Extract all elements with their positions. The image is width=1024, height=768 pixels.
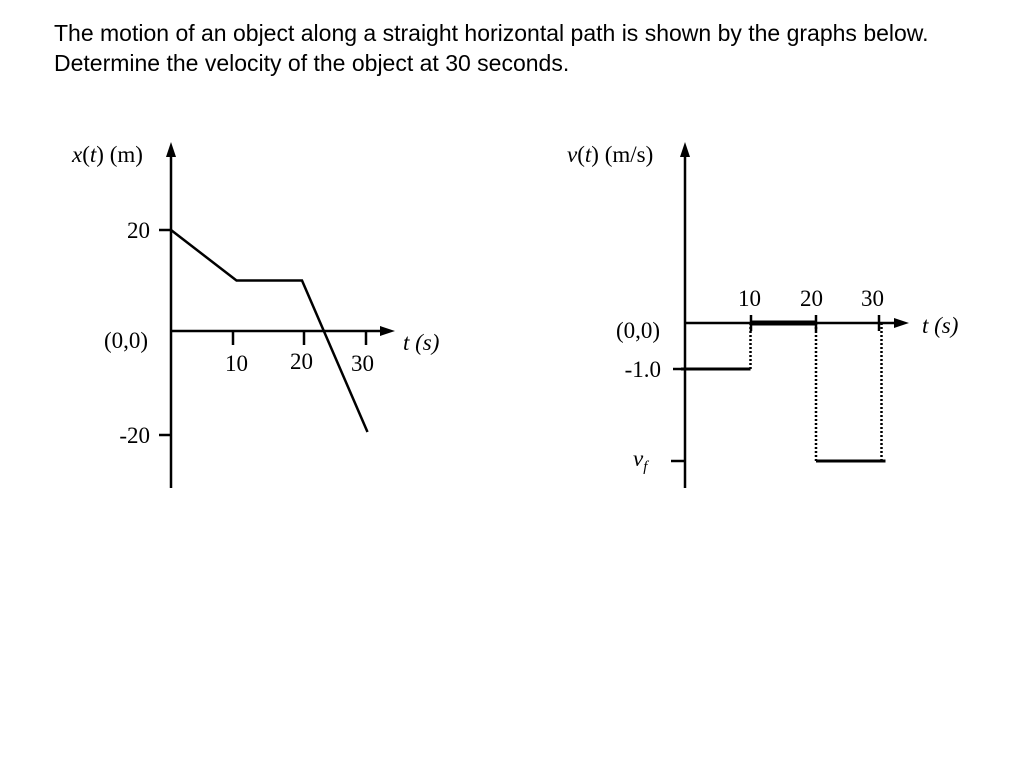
v-graph-t-axis-arrow <box>894 318 909 328</box>
position-graph <box>71 142 439 488</box>
v-graph-xtick-label-10: 10 <box>738 286 761 311</box>
v-graph-xtick-label-30: 30 <box>861 286 884 311</box>
x-graph-ytick-label-neg20: -20 <box>119 423 150 448</box>
v-graph-y-axis-arrow <box>680 142 690 157</box>
x-graph-origin-label: (0,0) <box>104 328 149 353</box>
question-text: The motion of an object along a straight horizontal path is shown by the graphs below. Determine the velocity of the object at 30 seconds. <box>54 20 929 76</box>
v-graph-ylabel: v(t) (m/s) <box>567 142 654 167</box>
x-graph-ylabel: x(t) (m) <box>72 142 143 167</box>
x-graph-xtick-label-30: 30 <box>351 351 374 376</box>
x-graph-xtick-label-10: 10 <box>225 351 248 376</box>
x-graph-y-axis-arrow <box>166 142 176 157</box>
x-graph-ytick-label-20: 20 <box>127 218 150 243</box>
velocity-graph <box>567 142 958 488</box>
v-graph-origin-label: (0,0) <box>616 318 661 343</box>
v-graph-xtick-label-20: 20 <box>800 286 823 311</box>
v-graph-xlabel: t (s) <box>922 313 959 338</box>
v-graph-ytick-label-vf: $v_f$ <box>633 446 648 475</box>
x-graph-xtick-label-20: 20 <box>290 349 313 374</box>
v-graph-ytick-label-neg1: -1.0 <box>624 357 661 382</box>
x-graph-t-axis-arrow <box>380 326 395 336</box>
x-graph-xlabel: t (s) <box>403 330 440 355</box>
